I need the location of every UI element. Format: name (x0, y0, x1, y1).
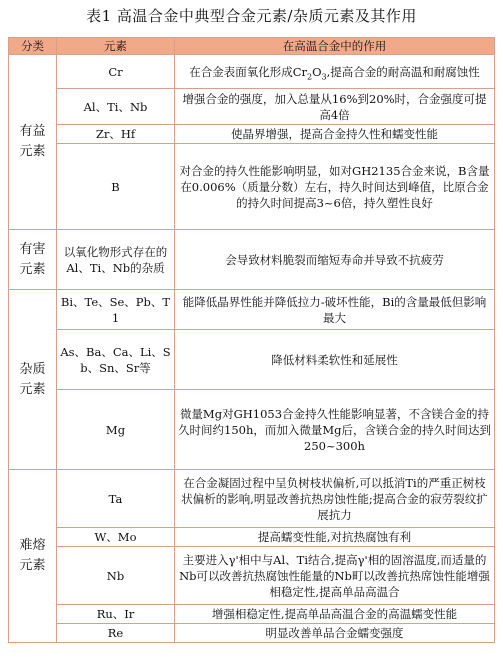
table-row (9, 330, 495, 390)
header-row (9, 38, 495, 55)
effect-cell: 提高蠕变性能,对抗热腐蚀有利 (175, 528, 495, 547)
category-label: 有益元素 (19, 124, 46, 159)
effect-cell: 使晶界增强，提高合金持久性和蠕变性能 (175, 125, 495, 144)
effect-cell: 对合金的持久性能影响明显，如对GH2135合金来说，B含量在0.006%（质量分数）左右，持久时间达到峰值，比原合金的持久时间提高3~6倍，持久塑性良好 (175, 144, 495, 230)
category-harmful (9, 230, 57, 290)
effect-text: O (312, 64, 322, 79)
element-cell: W、Mo (57, 528, 175, 547)
table-row (9, 470, 495, 528)
element-cell: Cr (57, 55, 175, 89)
alloy-elements-table (8, 37, 495, 643)
effect-cell: 主要进入γ'相中与Al、Ti结合,提高γ'相的固溶温度,而适量的Nb可以改善抗热腐蚀性能量的Nb町以改善抗热席蚀性能增强相稳定性,提高单品高温合 (175, 547, 495, 605)
table-row (9, 230, 495, 290)
table-title: 表1 高温合金中典型合金元素/杂质元素及其作用 (86, 7, 417, 25)
element-cell: Re (57, 624, 175, 643)
header-element: 元素 (57, 38, 175, 55)
effect-text: 在合金表面氧化形成Cr (189, 64, 307, 79)
element-cell: B (57, 144, 175, 230)
table-row (9, 528, 495, 547)
category-impurity (9, 290, 57, 470)
element-cell: Zr、Hf (57, 125, 175, 144)
element-cell: Ru、Ir (57, 605, 175, 624)
table-row (9, 605, 495, 624)
table-row (9, 125, 495, 144)
element-cell: Al、Ti、Nb (57, 89, 175, 125)
category-beneficial (9, 55, 57, 230)
effect-cell: 能降低晶界性能并降低拉力-破坏性能，Bi的含量最低但影响最大 (175, 290, 495, 330)
effect-cell: 降低材料柔软性和延展性 (175, 330, 495, 390)
header-effect: 在高温合金中的作用 (175, 38, 495, 55)
effect-cell (175, 55, 495, 89)
table-row (9, 547, 495, 605)
subscript: 3 (321, 71, 327, 81)
category-refractory (9, 470, 57, 643)
element-cell: Bi、Te、Se、Pb、T1 (57, 290, 175, 330)
element-cell: Ta (57, 470, 175, 528)
category-label: 有害元素 (19, 241, 46, 277)
table-row (9, 89, 495, 125)
effect-cell: 在合金凝固过程中呈负树枝状偏析,可以抵消Ti的严重正树枝状偏析的影响,明显改善抗热房蚀性能;提高合金的寂劳裂纹扩展抗力 (175, 470, 495, 528)
element-cell: Nb (57, 547, 175, 605)
table-row (9, 144, 495, 230)
table-row (9, 390, 495, 470)
effect-cell: 明显改善单品合金蠕变强度 (175, 624, 495, 643)
effect-cell: 增强合金的强度，加入总量从16%到20%时，合金强度可提高4倍 (175, 89, 495, 125)
element-cell: 以氧化物形式存在的Al、Ti、Nb的杂质 (57, 230, 175, 290)
table-row (9, 624, 495, 643)
element-cell: Mg (57, 390, 175, 470)
element-cell: As、Ba、Ca、Li、Sb、Sn、Sr等 (57, 330, 175, 390)
category-label: 杂质元素 (19, 361, 46, 397)
effect-text: ,提高合金的耐高温和耐腐蚀性 (326, 64, 480, 79)
category-label: 难熔元素 (19, 538, 46, 573)
subscript: 2 (307, 71, 313, 81)
header-category: 分类 (9, 38, 57, 55)
effect-cell: 会导致材料脆裂而缩短寿命并导致不抗疲劳 (175, 230, 495, 290)
table-row (9, 55, 495, 89)
table-row (9, 290, 495, 330)
effect-cell: 微量Mg对GH1053合金持久性能影响显著，不含镁合金的持久时间约150h，而加入微量Mg后，含镁合金的持久时间达到250~300h (175, 390, 495, 470)
effect-cell: 增强相稳定性,提高单品高温合金的高温蠕变性能 (175, 605, 495, 624)
